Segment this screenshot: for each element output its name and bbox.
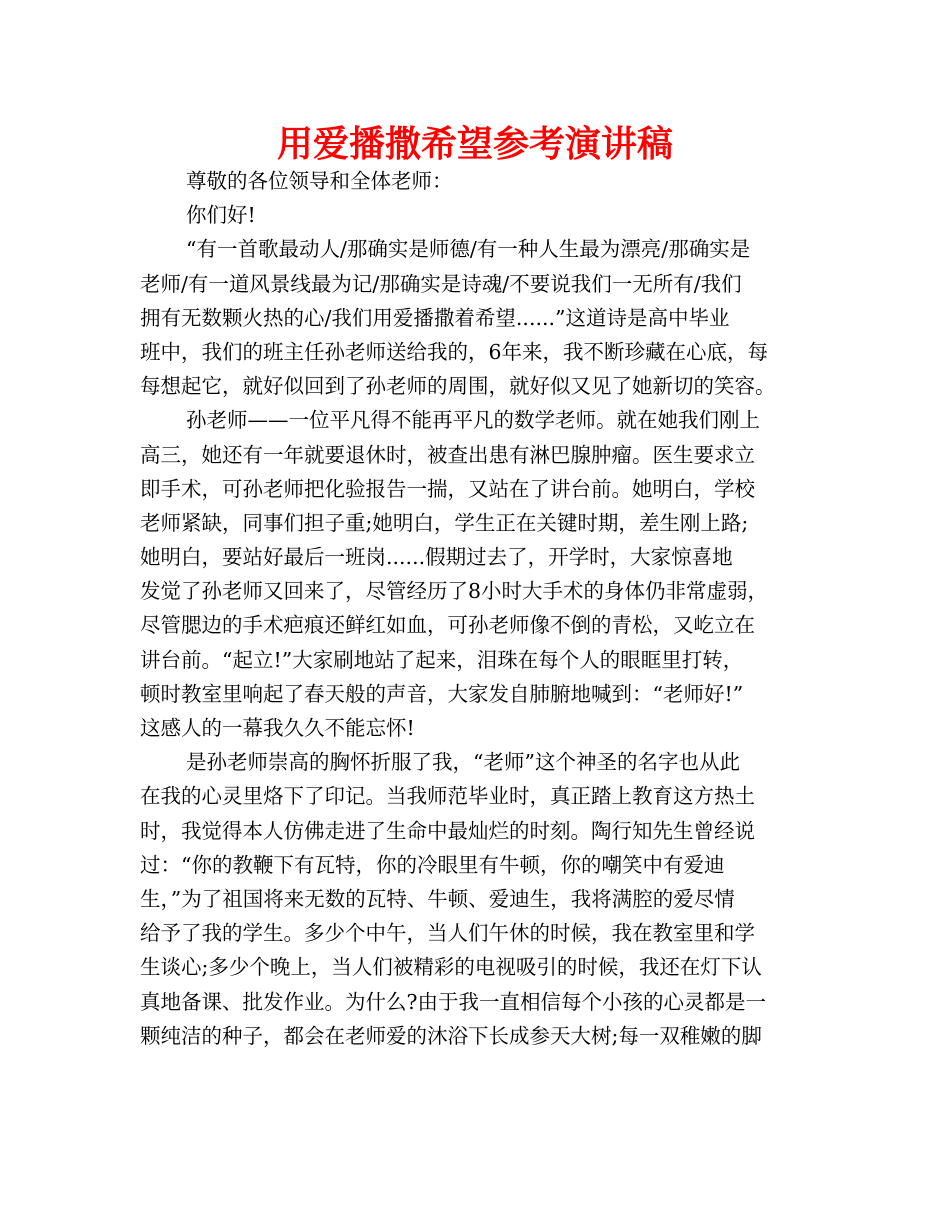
paragraph-line: 孙老师——一位平凡得不能再平凡的数学老师。就在她我们刚上 xyxy=(186,408,760,433)
salutation-line: 你们好! xyxy=(186,203,256,228)
paragraph-line: “有一首歌最动人/那确实是师德/有一种人生最为漂亮/那确实是 xyxy=(186,237,751,262)
paragraph-line: 讲台前。“起立!”大家刷地站了起来，泪珠在每个人的眼眶里打转， xyxy=(140,647,744,672)
paragraph-line: 真地备课、批发作业。为什么?由于我一直相信每个小孩的心灵都是一 xyxy=(140,989,766,1014)
paragraph-line: 老师紧缺，同事们担子重;她明白，学生正在关键时期，差生刚上路; xyxy=(140,510,749,535)
paragraph-line: 尽管腮边的手术疤痕还鲜红如血，可孙老师像不倒的青松，又屹立在 xyxy=(140,613,755,638)
paragraph-line: 拥有无数颗火热的心/我们用爱播撒着希望......”这道诗是高中毕业 xyxy=(140,305,730,330)
document-title: 用爱播撒希望参考演讲稿 xyxy=(276,124,673,165)
paragraph-line: 时，我觉得本人仿佛走进了生命中最灿烂的时刻。陶行知先生曾经说 xyxy=(140,818,755,843)
paragraph-line: 过：“你的教鞭下有瓦特，你的冷眼里有牛顿，你的嘲笑中有爱迪 xyxy=(140,852,725,877)
paragraph-line: 生谈心;多少个晚上，当人们被精彩的电视吸引的时候，我还在灯下认 xyxy=(140,955,762,980)
paragraph-line: 在我的心灵里烙下了印记。当我师范毕业时，真正踏上教育这方热土 xyxy=(140,784,755,809)
paragraph-line: 高三，她还有一年就要退休时，被查出患有淋巴腺肿瘤。医生要求立 xyxy=(140,442,755,467)
paragraph-line: 班中，我们的班主任孙老师送给我的，6年来，我不断珍藏在心底，每 xyxy=(140,339,769,364)
paragraph-line: 即手术，可孙老师把化验报告一揣，又站在了讲台前。她明白，学校 xyxy=(140,476,755,501)
paragraph-line: 生，”为了祖国将来无数的瓦特、牛顿、爱迪生，我将满腔的爱尽情 xyxy=(140,886,735,911)
document-body xyxy=(140,164,812,1053)
paragraph-line: 是孙老师崇高的胸怀折服了我，“老师”这个神圣的名字也从此 xyxy=(186,750,740,775)
greeting-line: 尊敬的各位领导和全体老师： xyxy=(186,169,453,193)
paragraph-line: 她明白，要站好最后一班岗......假期过去了，开学时，大家惊喜地 xyxy=(140,545,733,570)
paragraph-line: 这感人的一幕我久久不能忘怀! xyxy=(140,716,415,740)
paragraph-line: 顿时教室里响起了春天般的声音，大家发自肺腑地喊到：“老师好!” xyxy=(140,681,744,706)
paragraph-line: 发觉了孙老师又回来了，尽管经历了8小时大手术的身体仍非常虚弱， xyxy=(140,579,769,604)
paragraph-line: 每想起它，就好似回到了孙老师的周围，就好似又见了她新切的笑容。 xyxy=(140,374,776,399)
paragraph-line: 颗纯洁的种子，都会在老师爱的沐浴下长成参天大树;每一双稚嫩的脚 xyxy=(140,1023,762,1048)
paragraph-line: 老师/有一道风景线最为记/那确实是诗魂/不要说我们一无所有/我们 xyxy=(140,271,742,296)
paragraph-line: 给予了我的学生。多少个中午，当人们午休的时候，我在教室里和学 xyxy=(140,921,755,946)
